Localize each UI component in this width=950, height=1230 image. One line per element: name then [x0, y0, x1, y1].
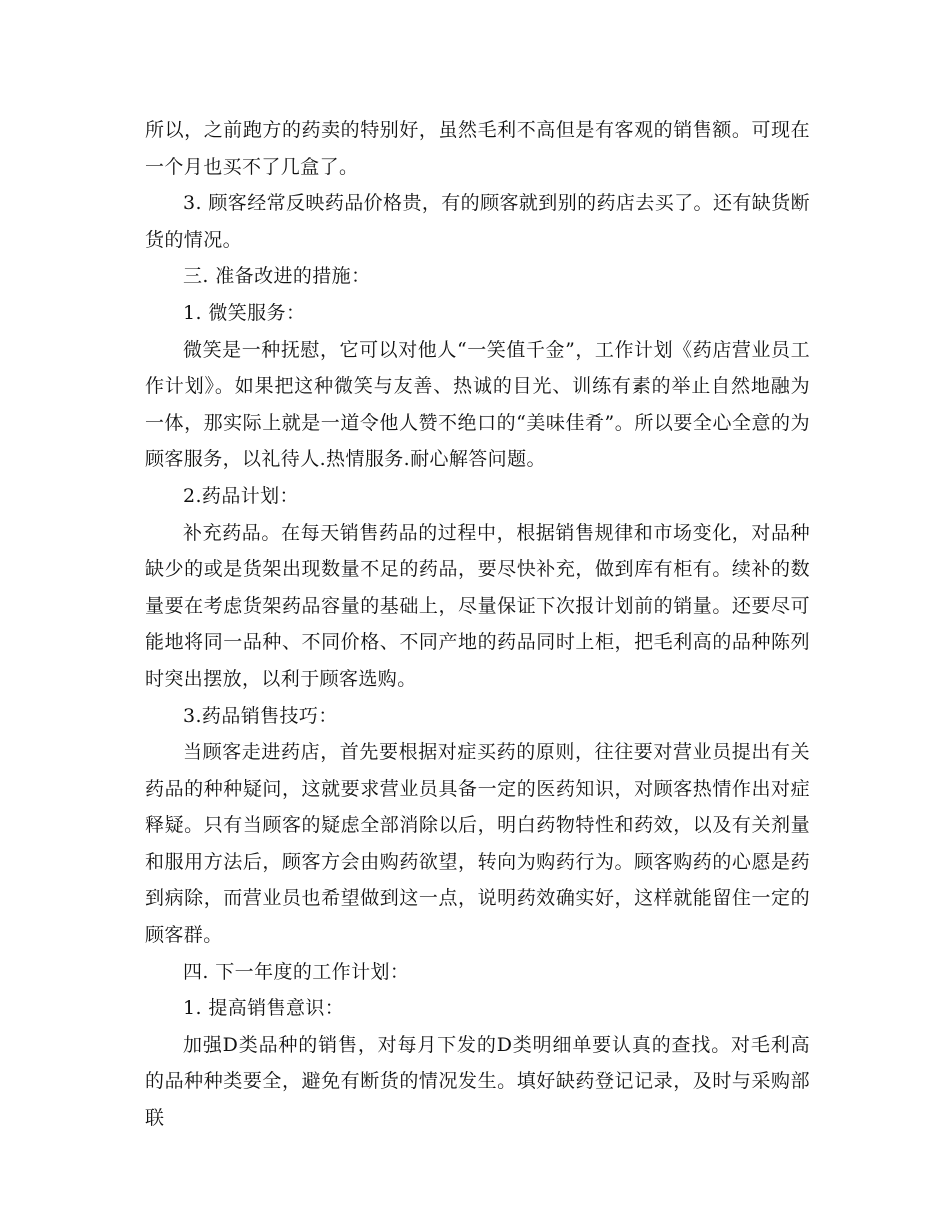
document-body — [145, 112, 810, 1137]
subheading-drug-plan: 2.药品计划： — [183, 484, 299, 507]
paragraph-smile-service: 微笑是一种抚慰，它可以对他人“一笑值千金”，工作计划《药店营业员工作计划》。如果把这种微笑与友善、热诚的目光、训练有素的举止自然地融为一体，那实际上就是一道令他人赞不绝口的“美味佳肴”。所以要全心全意的为顾客服务，以礼待人.热情服务.耐心解答问题。 — [145, 338, 810, 471]
paragraph-price-complaints: 3. 顾客经常反映药品价格贵，有的顾客就到别的药店去买了。还有缺货断货的情况。 — [145, 192, 810, 251]
paragraph-sales-skills: 当顾客走进药店，首先要根据对症买药的原则，往往要对营业员提出有关药品的种种疑问，这就要求营业员具备一定的医药知识，对顾客热情作出对症释疑。只有当顾客的疑虑全部消除以后，明白药物特性和药效，以及有关剂量和服用方法后，顾客方会由购药欲望，转向为购药行为。顾客购药的心愿是药到病除，而营业员也希望做到这一点，说明药效确实好，这样就能留住一定的顾客群。 — [145, 741, 810, 947]
subheading-sales-skills: 3.药品销售技巧： — [183, 704, 338, 727]
paragraph-sales-awareness: 加强D类品种的销售，对每月下发的D类明细单要认真的查找。对毛利高的品种种类要全，避免有断货的情况发生。填好缺药登记记录，及时与采购部联 — [145, 1033, 810, 1130]
paragraph-drug-plan: 补充药品。在每天销售药品的过程中，根据销售规律和市场变化，对品种缺少的或是货架出现数量不足的药品，要尽快补充，做到库有柜有。续补的数量要在考虑货架药品容量的基础上，尽量保证下次报计划前的销量。还要尽可能地将同一品种、不同价格、不同产地的药品同时上柜，把毛利高的品种陈列时突出摆放，以利于顾客选购。 — [145, 521, 810, 690]
section-heading-improvements: 三. 准备改进的措施： — [183, 265, 371, 288]
section-heading-next-year-plan: 四. 下一年度的工作计划： — [183, 960, 410, 983]
subheading-smile-service: 1. 微笑服务： — [183, 301, 306, 324]
paragraph-continuation: 所以，之前跑方的药卖的特别好，虽然毛利不高但是有客观的销售额。可现在一个月也买不了几盒了。 — [145, 119, 810, 178]
subheading-sales-awareness: 1. 提高销售意识： — [183, 997, 345, 1020]
